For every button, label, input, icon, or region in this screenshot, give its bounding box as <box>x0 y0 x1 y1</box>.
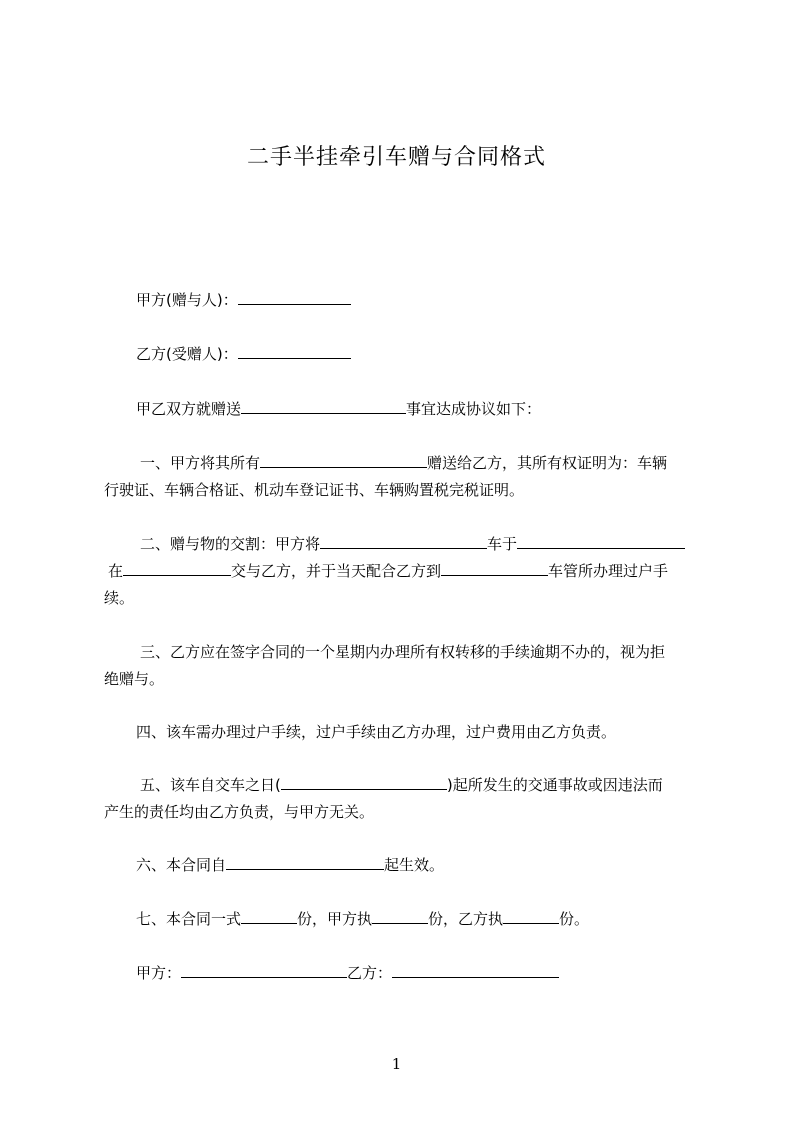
clause2-line2-pre: 在 <box>108 562 124 580</box>
clause1-line1 <box>140 449 740 477</box>
signature-party-b-blank[interactable] <box>392 960 559 978</box>
clause5-post: )起所发生的交通事故或因违法而 <box>446 776 663 794</box>
intro-pre: 甲乙双方就赠送 <box>136 400 242 418</box>
document-title: 二手半挂牵引车赠与合同格式 <box>246 145 546 170</box>
clause4-text: 四、该车需办理过户手续，过户手续由乙方办理，过户费用由乙方负责。 <box>136 723 617 741</box>
party-a-label: 甲方(赠与人)： <box>136 291 238 309</box>
signature-party-a-blank[interactable] <box>181 960 347 978</box>
clause2-line3 <box>104 584 704 612</box>
clause6-post: 起生效。 <box>384 856 445 874</box>
clause7-post: 份。 <box>559 910 590 928</box>
signature-party-a-label: 甲方： <box>136 964 182 982</box>
clause2-office-blank[interactable] <box>441 558 548 576</box>
clause2-pre: 二、赠与物的交割：甲方将 <box>140 535 321 553</box>
clause2-place-blank[interactable] <box>123 558 231 576</box>
clause4-line <box>136 718 736 746</box>
clause2-line1 <box>140 530 740 558</box>
clause2-line2 <box>108 557 708 585</box>
clause6-line <box>136 851 736 879</box>
clause1-line2 <box>104 476 704 504</box>
clause2-line2-mid1: 交与乙方，并于当天配合乙方到 <box>231 562 442 580</box>
copies-party-a-blank[interactable] <box>372 906 428 924</box>
clause1-mid: 赠送给乙方，其所有权证明为：车辆 <box>427 454 668 472</box>
clause5-line2 <box>104 798 704 826</box>
intro-line <box>136 395 736 423</box>
clause1-vehicle-blank[interactable] <box>260 450 427 468</box>
signature-line <box>136 959 736 987</box>
clause7-mid2: 份，乙方执 <box>428 910 504 928</box>
clause1-pre: 一、甲方将其所有 <box>140 454 261 472</box>
party-b-label: 乙方(受赠人)： <box>136 345 238 363</box>
clause3-line2-text: 绝赠与。 <box>104 670 165 688</box>
intro-post: 事宜达成协议如下： <box>406 400 542 418</box>
clause3-line1-text: 三、乙方应在签字合同的一个星期内办理所有权转移的手续逾期不办的，视为拒 <box>140 643 666 661</box>
clause6-pre: 六、本合同自 <box>136 856 227 874</box>
clause3-line2 <box>104 665 704 693</box>
clause5-pre: 五、该车自交车之日( <box>140 776 281 794</box>
party-b-line <box>136 340 736 368</box>
page-number: 1 <box>391 1055 402 1073</box>
party-a-blank[interactable] <box>238 287 351 305</box>
clause1-line2-text: 行驶证、车辆合格证、机动车登记证书、车辆购置税完税证明。 <box>104 481 525 499</box>
clause2-date-blank[interactable] <box>517 531 685 549</box>
clause3-line1 <box>140 638 740 666</box>
clause6-date-blank[interactable] <box>226 852 384 870</box>
clause2-vehicle-blank[interactable] <box>320 531 487 549</box>
clause7-mid1: 份，甲方执 <box>297 910 373 928</box>
clause2-line3-text: 续。 <box>104 589 135 607</box>
clause5-date-blank[interactable] <box>281 772 447 790</box>
clause5-line2-text: 产生的责任均由乙方负责，与甲方无关。 <box>104 803 375 821</box>
party-b-blank[interactable] <box>238 341 351 359</box>
clause2-line2-mid2: 车管所办理过户手 <box>548 562 669 580</box>
party-a-line <box>136 286 736 314</box>
copies-total-blank[interactable] <box>241 906 297 924</box>
gift-item-blank[interactable] <box>241 396 406 414</box>
signature-party-b-label: 乙方： <box>347 964 393 982</box>
clause2-mid: 车于 <box>487 535 518 553</box>
clause5-line1 <box>140 771 740 799</box>
clause7-line <box>136 905 736 933</box>
clause7-pre: 七、本合同一式 <box>136 910 242 928</box>
copies-party-b-blank[interactable] <box>503 906 559 924</box>
